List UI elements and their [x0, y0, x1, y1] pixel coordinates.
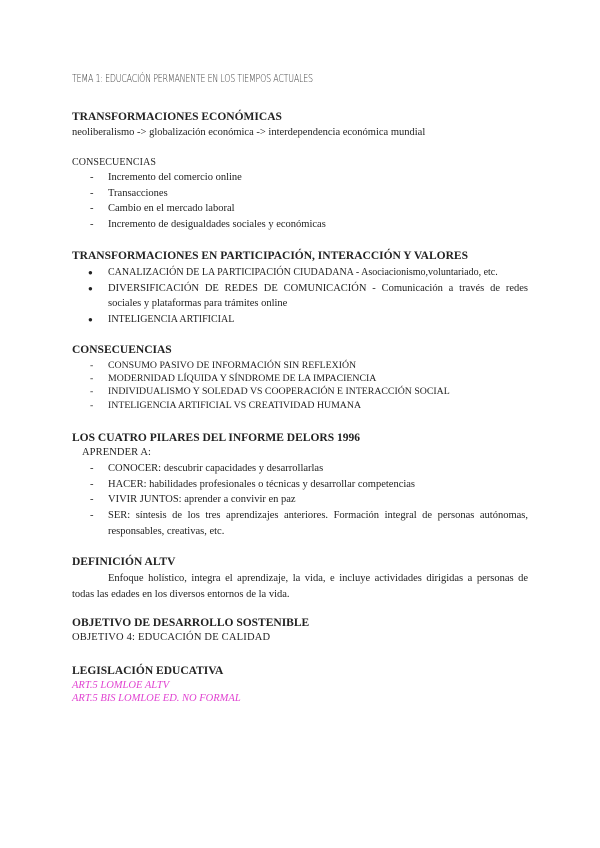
- participation-list: [72, 265, 528, 327]
- list-item: - INDIVIDUALISMO Y SOLEDAD VS COOPERACIÓN E INTERACCIÓN SOCIAL: [72, 385, 528, 398]
- heading-definicion-altv: DEFINICIÓN ALTV: [72, 556, 176, 568]
- heading-participacion: TRANSFORMACIONES EN PARTICIPACIÓN, INTERACCIÓN Y VALORES: [72, 250, 468, 262]
- list-item: ● CANALIZACIÓN DE LA PARTICIPACIÓN CIUDADANA - Asociacionismo,voluntariado, etc.: [72, 265, 528, 281]
- list-item: - Incremento de desigualdades sociales y económicas: [72, 217, 528, 233]
- heading-legislacion: LEGISLACIÓN EDUCATIVA: [72, 665, 224, 677]
- list-item: - HACER: habilidades profesionales o técnicas y desarrollar competencias: [72, 477, 528, 493]
- list-item: - Transacciones: [72, 186, 528, 202]
- heading-cuatro-pilares: LOS CUATRO PILARES DEL INFORME DELORS 1996: [72, 432, 360, 444]
- list-item: - SER: síntesis de los tres aprendizajes anteriores. Formación integral de personas autónomas, responsables, creativas, etc.: [72, 508, 528, 541]
- objetivo-line: OBJETIVO 4: EDUCACIÓN DE CALIDAD: [72, 632, 271, 643]
- list-item: ● DIVERSIFICACIÓN DE REDES DE COMUNICACIÓN - Comunicación a través de redes sociales y plataformas para trámites online: [72, 281, 528, 312]
- legislation-link[interactable]: ART.5 LOMLOE ALTV: [72, 680, 170, 691]
- list-item: ● INTELIGENCIA ARTIFICIAL: [72, 312, 528, 328]
- heading-consecuencias: CONSECUENCIAS: [72, 344, 172, 356]
- list-item: - INTELIGENCIA ARTIFICIAL VS CREATIVIDAD HUMANA: [72, 399, 528, 412]
- pillars-list: [72, 461, 528, 541]
- list-item: - CONOCER: descubrir capacidades y desarrollarlas: [72, 461, 528, 477]
- document-title: TEMA 1: EDUCACIÓN PERMANENTE EN LOS TIEMPOS ACTUALES: [72, 72, 313, 85]
- subheading-aprender-a: APRENDER A:: [82, 447, 152, 458]
- list-item: - VIVIR JUNTOS: aprender a convivir en paz: [72, 492, 528, 508]
- economic-chain-line: neoliberalismo -> globalización económica -> interdependencia económica mundial: [72, 127, 426, 138]
- list-item: - Incremento del comercio online: [72, 170, 528, 186]
- economic-consequences-list: [72, 170, 528, 232]
- list-item: - CONSUMO PASIVO DE INFORMACIÓN SIN REFLEXIÓN: [72, 359, 528, 372]
- subheading-consecuencias: CONSECUENCIAS: [72, 157, 157, 168]
- definition-paragraph: Enfoque holístico, integra el aprendizaje, la vida, e incluye actividades dirigidas a personas de todas las edades en los diversos entornos de la vida.: [72, 573, 528, 600]
- consequences-list: [72, 359, 528, 412]
- legislation-link[interactable]: ART.5 BIS LOMLOE ED. NO FORMAL: [72, 693, 241, 704]
- list-item: - Cambio en el mercado laboral: [72, 201, 528, 217]
- list-item: - MODERNIDAD LÍQUIDA Y SÍNDROME DE LA IMPACIENCIA: [72, 372, 528, 385]
- heading-objetivo-desarrollo: OBJETIVO DE DESARROLLO SOSTENIBLE: [72, 617, 310, 629]
- heading-transformaciones-economicas: TRANSFORMACIONES ECONÓMICAS: [72, 111, 282, 123]
